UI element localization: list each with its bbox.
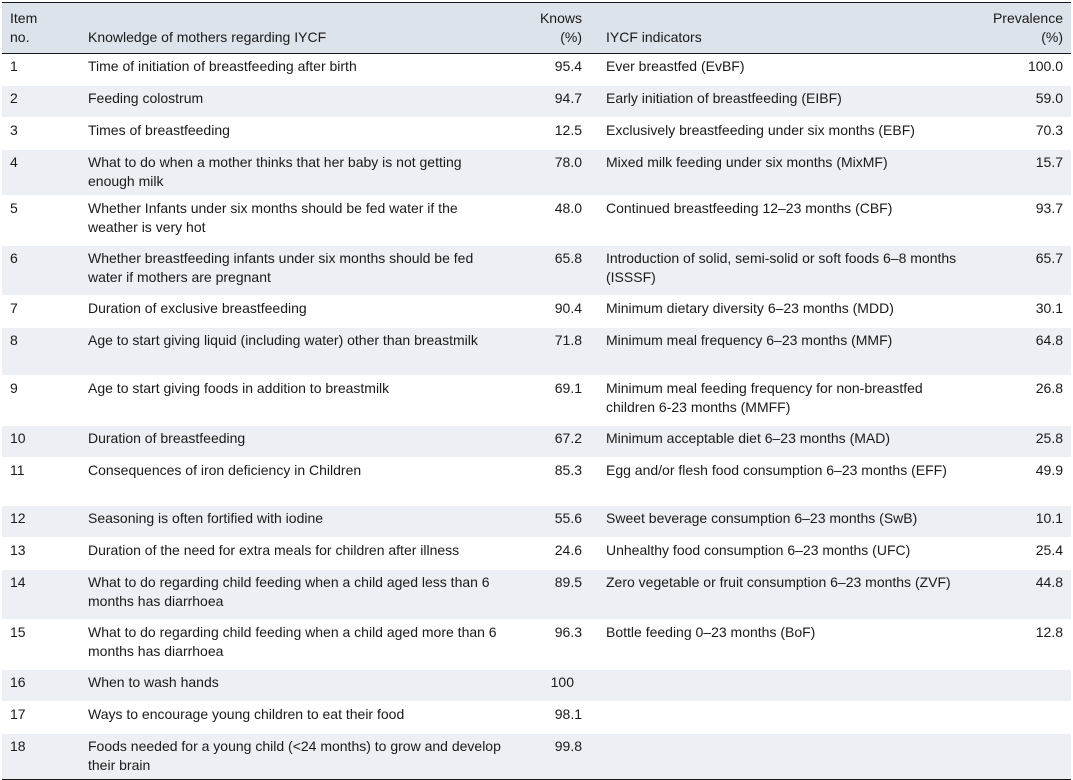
knows-cell: 65.8 [554, 250, 582, 266]
knows-cell: 94.7 [554, 90, 582, 106]
indicator-cell: Unhealthy food consumption 6–23 months (UFC) [606, 542, 911, 558]
knows-cell: 99.8 [554, 738, 582, 754]
table-row [2, 328, 1071, 376]
prevalence-cell: 59.0 [1035, 90, 1063, 106]
knowledge-cell: Feeding colostrum [88, 90, 204, 106]
indicator-cell: Sweet beverage consumption 6–23 months (SwB) [606, 510, 918, 526]
knows-cell: 71.8 [554, 332, 582, 348]
table-row [2, 702, 1071, 734]
header-indicators: IYCF indicators [606, 29, 702, 45]
item-no-cell: 16 [10, 674, 26, 690]
knows-cell: 95.4 [554, 58, 582, 74]
header-knows-line1: Knows [539, 10, 582, 26]
indicator-cell [590, 670, 972, 702]
item-no-cell: 13 [10, 542, 26, 558]
indicator-cell: Continued breastfeeding 12–23 months (CBF) [606, 200, 893, 216]
item-no-cell: 7 [10, 300, 18, 316]
indicator-cell [590, 702, 972, 734]
knows-cell: 12.5 [554, 122, 582, 138]
prevalence-cell: 10.1 [1035, 510, 1063, 526]
item-no-cell: 17 [10, 706, 26, 722]
table-row [2, 426, 1071, 458]
table-row [2, 196, 1071, 246]
indicator-cell: Ever breastfed (EvBF) [606, 58, 745, 74]
prevalence-cell: 64.8 [1035, 332, 1063, 348]
knowledge-cell: Seasoning is often fortified with iodine [88, 510, 324, 526]
knowledge-cell: Age to start giving liquid (including water) other than breastmilk [88, 332, 478, 348]
item-no-cell: 5 [10, 200, 18, 216]
prevalence-cell: 26.8 [1035, 380, 1063, 396]
indicator-cell: Zero vegetable or fruit consumption 6–23 months (ZVF) [606, 574, 951, 590]
item-no-cell: 15 [10, 624, 26, 640]
header-item-no-line1: Item [10, 10, 38, 26]
knowledge-cell: Duration of the need for extra meals for children after illness [88, 542, 460, 558]
indicator-cell: Bottle feeding 0–23 months (BoF) [606, 624, 816, 640]
prevalence-cell: 12.8 [1035, 624, 1063, 640]
table-row [2, 570, 1071, 620]
knowledge-cell: What to do regarding child feeding when a child aged less than 6 months has diarrhoea [88, 574, 490, 609]
knowledge-cell: What to do when a mother thinks that her baby is not getting enough milk [88, 154, 462, 189]
header-knows [510, 3, 590, 54]
knows-cell: 98.1 [554, 706, 582, 722]
table-row [2, 458, 1071, 506]
item-no-cell: 11 [10, 462, 25, 478]
item-no-cell: 6 [10, 250, 18, 266]
table-row [2, 296, 1071, 328]
indicator-cell: Egg and/or flesh food consumption 6–23 months (EFF) [606, 462, 947, 478]
header-prevalence-line1: Prevalence [992, 10, 1063, 26]
item-no-cell: 3 [10, 122, 18, 138]
indicator-cell: Minimum meal frequency 6–23 months (MMF) [606, 332, 893, 348]
prevalence-cell: 70.3 [1035, 122, 1063, 138]
indicator-cell: Exclusively breastfeeding under six months (EBF) [606, 122, 915, 138]
knows-cell: 67.2 [554, 430, 582, 446]
header-row [2, 3, 1071, 54]
knowledge-cell: Ways to encourage young children to eat their food [88, 706, 405, 722]
table-row [2, 538, 1071, 570]
table-header [2, 3, 1071, 54]
knowledge-cell: What to do regarding child feeding when a child aged more than 6 months has diarrhoea [88, 624, 497, 659]
prevalence-cell [972, 702, 1071, 734]
item-no-cell: 2 [10, 90, 18, 106]
header-knows-line2: (%) [560, 29, 582, 45]
knows-cell: 89.5 [554, 574, 582, 590]
prevalence-cell [972, 670, 1071, 702]
knows-cell: 90.4 [554, 300, 582, 316]
prevalence-cell: 100.0 [1027, 58, 1063, 74]
iycf-table [2, 2, 1071, 780]
table-row [2, 150, 1071, 196]
header-item-no-line2: no. [10, 29, 30, 45]
indicator-cell: Minimum dietary diversity 6–23 months (MDD) [606, 300, 894, 316]
item-no-cell: 1 [10, 58, 18, 74]
table-row [2, 118, 1071, 150]
header-prevalence [972, 3, 1071, 54]
indicator-cell: Mixed milk feeding under six months (MixMF) [606, 154, 888, 170]
knowledge-cell: When to wash hands [88, 674, 219, 690]
prevalence-cell: 25.8 [1035, 430, 1063, 446]
table-row [2, 86, 1071, 118]
table-row [2, 54, 1071, 86]
knows-cell: 96.3 [554, 624, 582, 640]
item-no-cell: 9 [10, 380, 18, 396]
header-prevalence-line2: (%) [1041, 29, 1063, 45]
knowledge-cell: Time of initiation of breastfeeding after birth [88, 58, 357, 74]
item-no-cell: 12 [10, 510, 26, 526]
table-row [2, 376, 1071, 426]
knows-cell: 55.6 [554, 510, 582, 526]
prevalence-cell: 30.1 [1035, 300, 1063, 316]
indicator-cell: Minimum meal feeding frequency for non-breastfed children 6-23 months (MMFF) [606, 380, 923, 415]
item-no-cell: 10 [10, 430, 26, 446]
knowledge-cell: Consequences of iron deficiency in Children [88, 462, 362, 478]
knowledge-cell: Whether breastfeeding infants under six months should be fed water if mothers are pregnant [88, 250, 474, 285]
indicator-cell: Minimum acceptable diet 6–23 months (MAD) [606, 430, 891, 446]
knows-cell: 24.6 [554, 542, 582, 558]
table-row [2, 246, 1071, 296]
knows-cell: 100 [550, 674, 574, 690]
knows-cell: 69.1 [554, 380, 582, 396]
knows-cell: 48.0 [554, 200, 582, 216]
knows-cell: 78.0 [554, 154, 582, 170]
header-item-no [2, 3, 80, 54]
prevalence-cell: 44.8 [1035, 574, 1063, 590]
knowledge-cell: Duration of breastfeeding [88, 430, 246, 446]
item-no-cell: 4 [10, 154, 18, 170]
knowledge-cell: Duration of exclusive breastfeeding [88, 300, 307, 316]
item-no-cell: 8 [10, 332, 18, 348]
header-knowledge: Knowledge of mothers regarding IYCF [88, 29, 327, 45]
knowledge-cell: Whether Infants under six months should be fed water if the weather is very hot [88, 200, 458, 235]
item-no-cell: 18 [10, 738, 26, 754]
prevalence-cell: 49.9 [1035, 462, 1063, 478]
prevalence-cell: 65.7 [1035, 250, 1063, 266]
prevalence-cell: 15.7 [1035, 154, 1063, 170]
table-body [2, 54, 1071, 780]
table-row [2, 620, 1071, 670]
knows-cell: 85.3 [554, 462, 582, 478]
indicator-cell: Early initiation of breastfeeding (EIBF) [606, 90, 842, 106]
prevalence-cell: 93.7 [1035, 200, 1063, 216]
knowledge-cell: Times of breastfeeding [88, 122, 230, 138]
knowledge-cell: Foods needed for a young child (<24 months) to grow and develop their brain [88, 738, 501, 773]
knowledge-cell: Age to start giving foods in addition to breastmilk [88, 380, 390, 396]
table-row [2, 506, 1071, 538]
table-row [2, 670, 1071, 702]
prevalence-cell: 25.4 [1035, 542, 1063, 558]
item-no-cell: 14 [10, 574, 26, 590]
indicator-cell: Introduction of solid, semi-solid or soft foods 6–8 months (ISSSF) [606, 250, 957, 285]
